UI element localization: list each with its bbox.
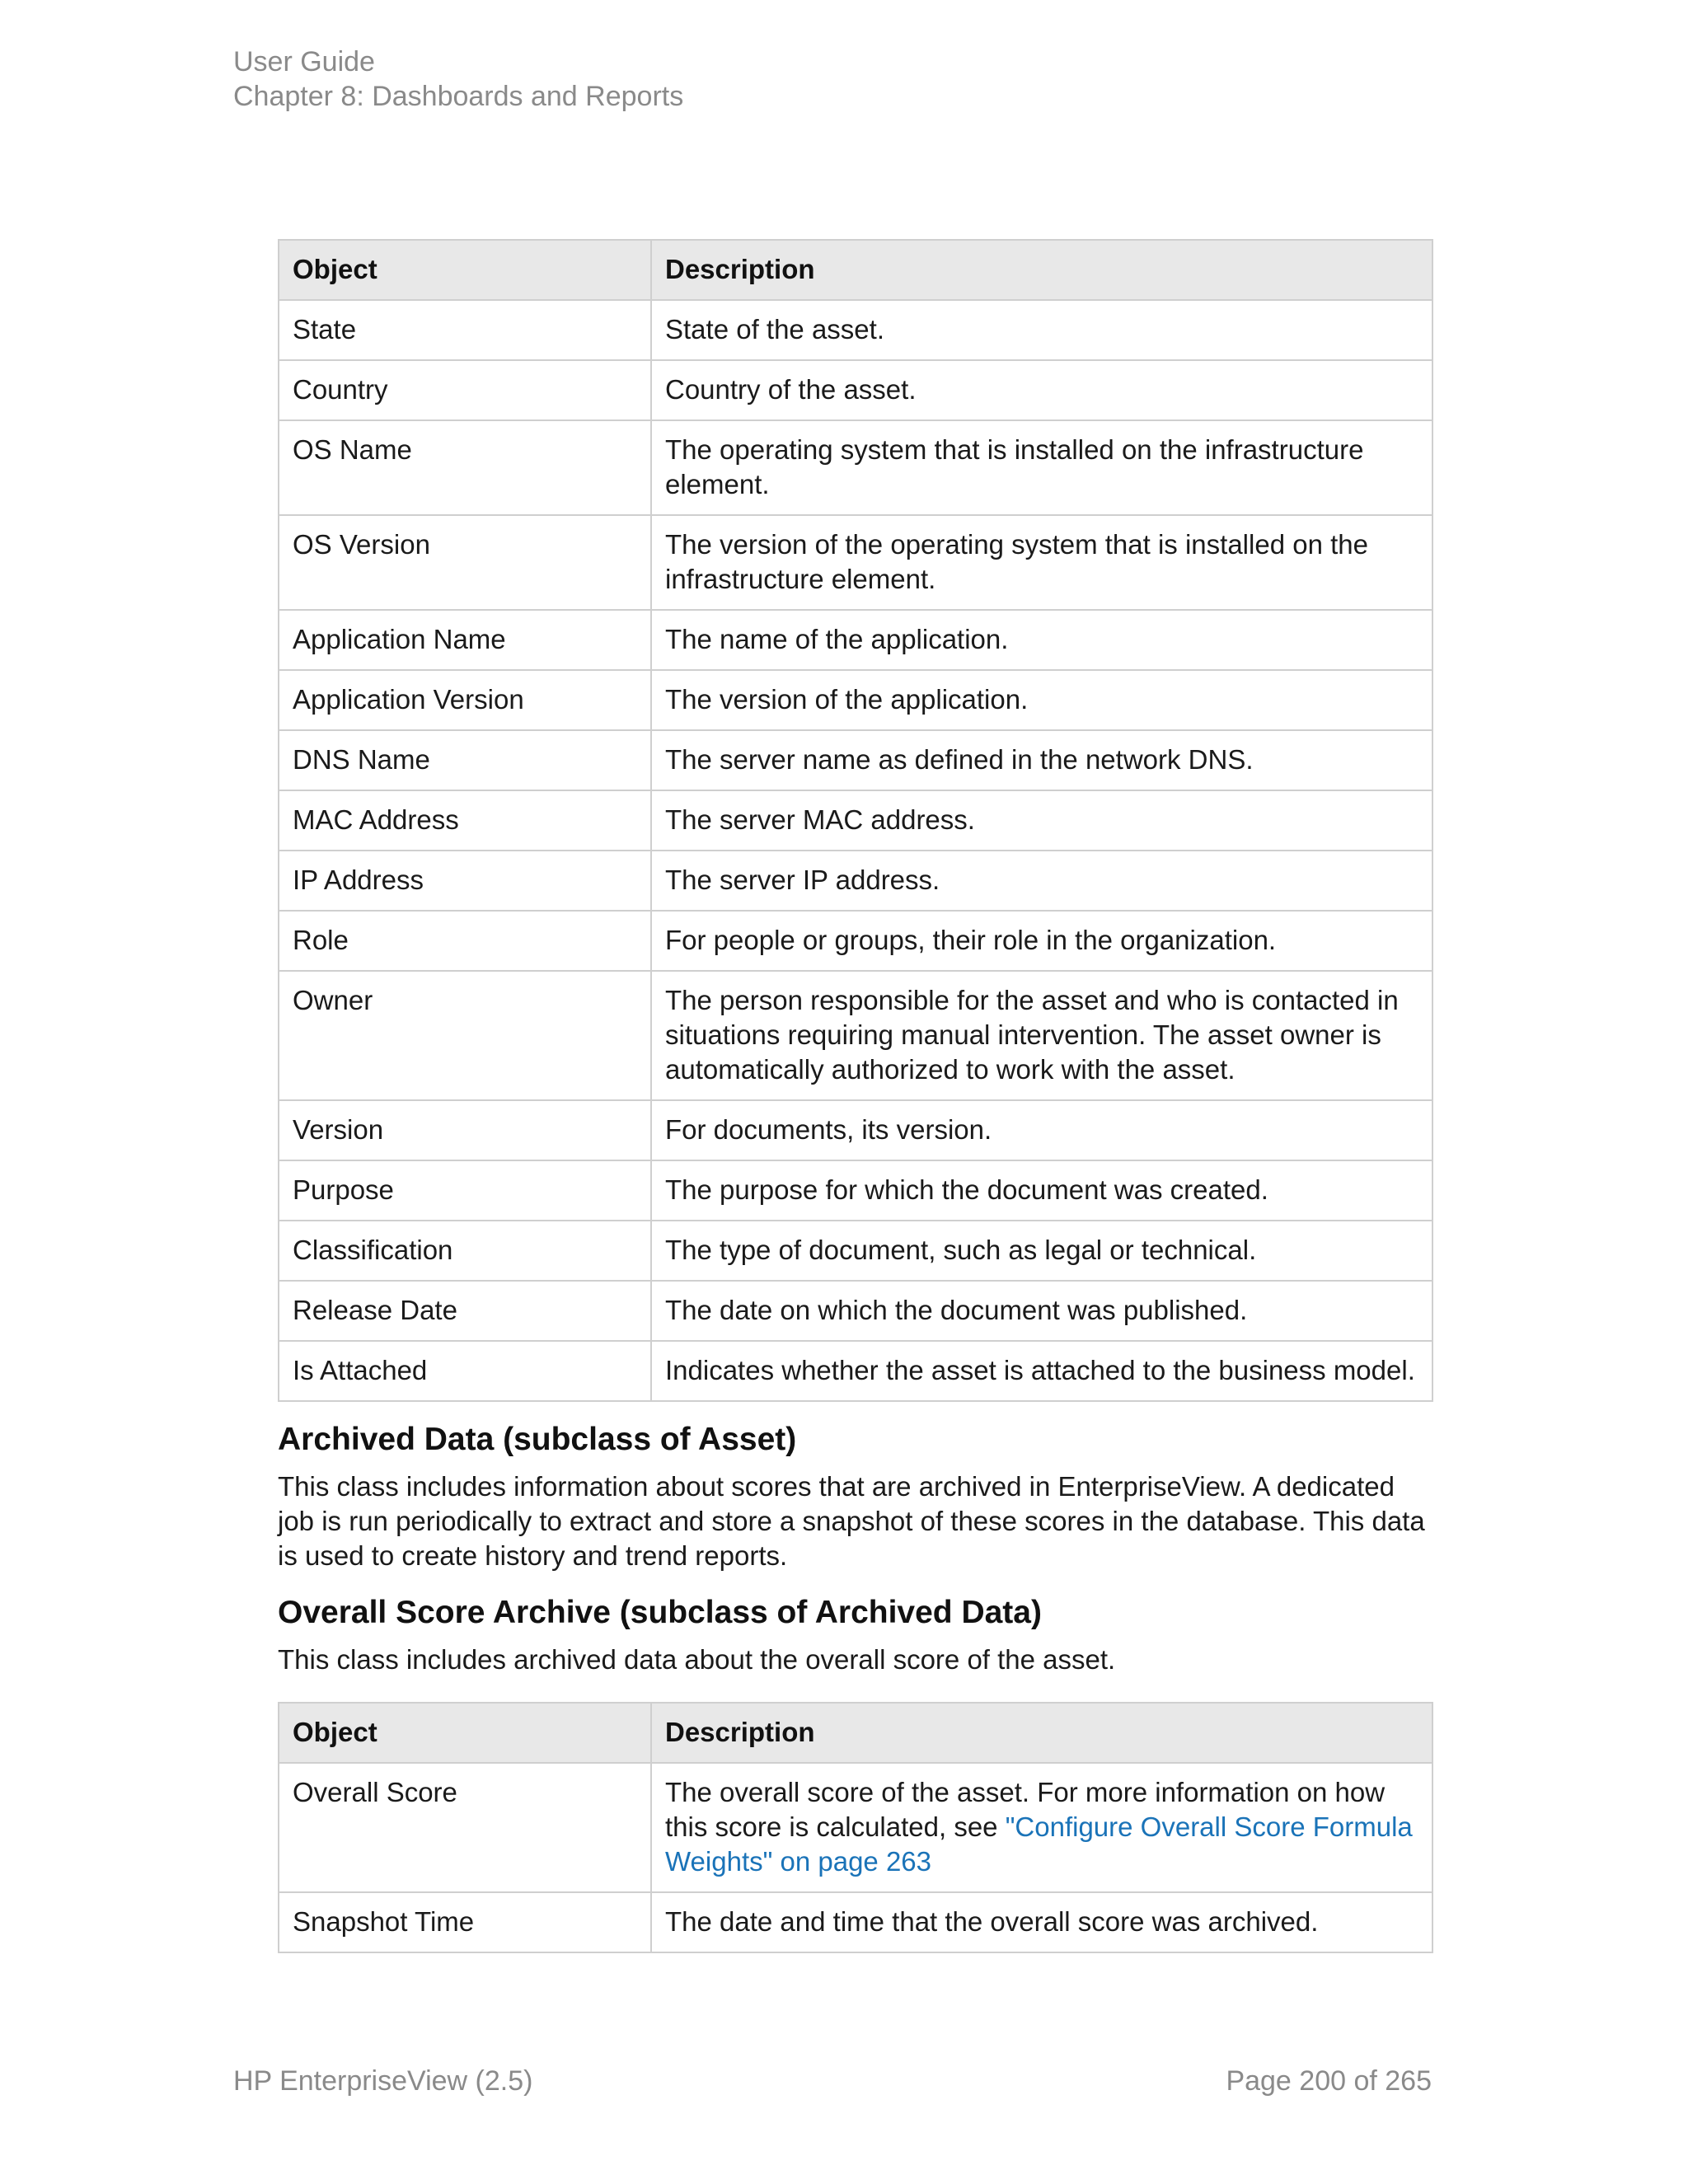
object-cell: Role <box>279 911 651 971</box>
description-cell <box>651 1763 1432 1892</box>
object-cell: Snapshot Time <box>279 1892 651 1952</box>
description-cell: The type of document, such as legal or technical. <box>651 1221 1432 1281</box>
object-cell: Application Version <box>279 670 651 730</box>
header-guide-title: User Guide <box>233 46 375 77</box>
description-cell: The purpose for which the document was created. <box>651 1160 1432 1221</box>
overall-score-archive-table <box>278 1702 1433 1953</box>
object-cell: OS Version <box>279 515 651 610</box>
description-cell: The date on which the document was published. <box>651 1281 1432 1341</box>
table-row <box>279 1221 1432 1281</box>
table-header-row <box>279 1703 1432 1763</box>
table-header-row <box>279 240 1432 300</box>
object-cell: IP Address <box>279 851 651 911</box>
header-chapter-title: Chapter 8: Dashboards and Reports <box>233 81 684 112</box>
column-header-object: Object <box>279 1703 651 1763</box>
description-cell: The version of the application. <box>651 670 1432 730</box>
running-header <box>233 45 683 114</box>
description-cell: The server IP address. <box>651 851 1432 911</box>
description-cell: The operating system that is installed on the infrastructure element. <box>651 420 1432 515</box>
table-row <box>279 971 1432 1100</box>
footer-page-number: Page 200 of 265 <box>1226 2065 1432 2097</box>
description-cell: Indicates whether the asset is attached to the business model. <box>651 1341 1432 1401</box>
table-row <box>279 1100 1432 1160</box>
table-row <box>279 911 1432 971</box>
column-header-object: Object <box>279 240 651 300</box>
object-cell: MAC Address <box>279 790 651 851</box>
object-cell: DNS Name <box>279 730 651 790</box>
description-cell: The name of the application. <box>651 610 1432 670</box>
asset-objects-table <box>278 239 1433 1402</box>
table-row <box>279 1763 1432 1892</box>
description-cell: The person responsible for the asset and who is contacted in situations requiring manual intervention. The asset owner is automatically authorized to work with the asset. <box>651 971 1432 1100</box>
page-content <box>278 239 1432 1953</box>
table-row <box>279 300 1432 360</box>
description-cell: The server MAC address. <box>651 790 1432 851</box>
object-cell: State <box>279 300 651 360</box>
overall-score-archive-description: This class includes archived data about the overall score of the asset. <box>278 1644 1116 1675</box>
archived-data-description: This class includes information about scores that are archived in EnterpriseView. A dedicated job is run periodically to extract and store a snapshot of these scores in the database. This data is used to create history and trend reports. <box>278 1471 1425 1571</box>
table-row <box>279 1892 1432 1952</box>
description-cell: The server name as defined in the network DNS. <box>651 730 1432 790</box>
description-cell: Country of the asset. <box>651 360 1432 420</box>
table-row <box>279 790 1432 851</box>
object-cell: Overall Score <box>279 1763 651 1892</box>
table-row <box>279 610 1432 670</box>
object-cell: Application Name <box>279 610 651 670</box>
column-header-description: Description <box>651 1703 1432 1763</box>
object-cell: Owner <box>279 971 651 1100</box>
object-cell: Classification <box>279 1221 651 1281</box>
table-row <box>279 1160 1432 1221</box>
overall-score-archive-heading: Overall Score Archive (subclass of Archived Data) <box>278 1595 1042 1630</box>
asset-objects-table-body <box>279 300 1432 1401</box>
archived-data-heading: Archived Data (subclass of Asset) <box>278 1422 797 1457</box>
table-row <box>279 730 1432 790</box>
footer-product-version: HP EnterpriseView (2.5) <box>233 2065 533 2097</box>
object-cell: Is Attached <box>279 1341 651 1401</box>
table-row <box>279 1281 1432 1341</box>
description-cell: The version of the operating system that is installed on the infrastructure element. <box>651 515 1432 610</box>
description-cell: For people or groups, their role in the organization. <box>651 911 1432 971</box>
object-cell: OS Name <box>279 420 651 515</box>
object-cell: Purpose <box>279 1160 651 1221</box>
description-cell: For documents, its version. <box>651 1100 1432 1160</box>
description-cell: State of the asset. <box>651 300 1432 360</box>
column-header-description: Description <box>651 240 1432 300</box>
table-row <box>279 1341 1432 1401</box>
table-row <box>279 515 1432 610</box>
object-cell: Version <box>279 1100 651 1160</box>
table-row <box>279 851 1432 911</box>
object-cell: Release Date <box>279 1281 651 1341</box>
table-row <box>279 670 1432 730</box>
configure-overall-score-link[interactable]: "Configure Overall Score Formula Weights" on page 263 <box>665 1811 1413 1877</box>
description-cell: The date and time that the overall score was archived. <box>651 1892 1432 1952</box>
object-cell: Country <box>279 360 651 420</box>
description-text: The overall score of the asset. For more information on how this score is calculated, see <box>665 1777 1386 1842</box>
table-row <box>279 360 1432 420</box>
table-row <box>279 420 1432 515</box>
